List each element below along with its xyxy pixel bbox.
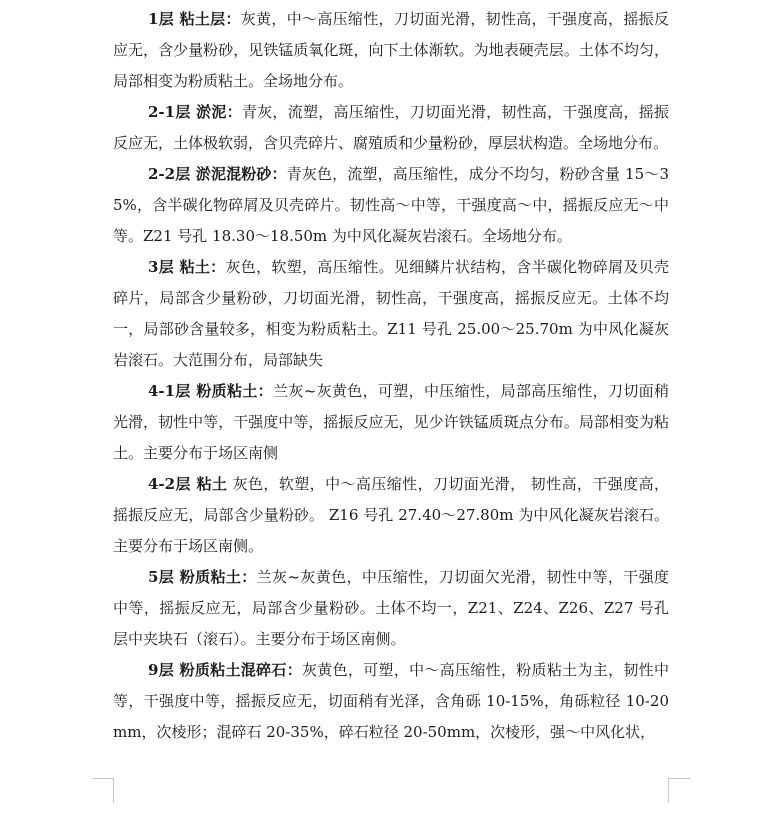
layer-heading: 3层 粘土： (148, 258, 226, 276)
paragraph-layer-2-1 (113, 97, 669, 159)
layer-heading: 4-1层 粉质粘土： (148, 382, 274, 400)
margin-corner-mark-left (92, 778, 114, 803)
paragraph-layer-2-2 (113, 159, 669, 252)
paragraph-layer-4-1 (113, 376, 669, 469)
layer-heading: 4-2层 粘土 (148, 475, 228, 493)
layer-description: 兰灰~灰黄色，可塑，中压缩性，局部高压缩性，刀切面稍光滑，韧性中等，干强度中等，摇振反应无，见少许铁锰质斑点分布。局部相变为粘土。主要分布于场区南侧 (113, 382, 669, 462)
layer-description: 灰色，软塑，中～高压缩性，刀切面光滑， 韧性高，干强度高，摇振反应无，局部含少量粉砂。 Z16 号孔 27.40～27.80m 为中风化凝灰岩滚石。主要分布于场区南侧。 (113, 475, 669, 555)
layer-heading: 9层 粉质粘土混碎石： (148, 661, 302, 679)
paragraph-layer-9 (113, 655, 669, 748)
layer-description: 兰灰~灰黄色，中压缩性，刀切面欠光滑，韧性中等，干强度中等，摇振反应无，局部含少量粉砂。土体不均一，Z21、Z24、Z26、Z27 号孔层中夹块石（滚石）。主要分布于场区南侧。 (113, 568, 669, 648)
layer-description: 灰黄色，可塑，中～高压缩性，粉质粘土为主，韧性中等，干强度中等，摇振反应无，切面稍有光泽，含角砾 10-15%，角砾粒径 10-20mm，次棱形；混碎石 20-35%，碎石粒径 20-50mm，次棱形，强～中风化状， (113, 661, 669, 741)
paragraph-layer-1 (113, 4, 669, 97)
margin-corner-mark-right (668, 778, 690, 803)
layer-description: 青灰，流塑，高压缩性，刀切面光滑，韧性高，干强度高，摇振反应无，土体极软弱，含贝壳碎片、腐殖质和少量粉砂，厚层状构造。全场地分布。 (113, 103, 669, 152)
paragraph-layer-4-2 (113, 469, 669, 562)
layer-heading: 2-1层 淤泥： (148, 103, 242, 121)
layer-description: 青灰色，流塑，高压缩性，成分不均匀，粉砂含量 15～35%，含半碳化物碎屑及贝壳碎片。韧性高～中等，干强度高～中，摇振反应无～中等。Z21 号孔 18.30～18.50m 为中风化凝灰岩滚石。全场地分布。 (113, 165, 669, 245)
layer-heading: 2-2层 淤泥混粉砂： (148, 165, 287, 183)
document-body (113, 4, 669, 748)
layer-heading: 5层 粉质粘土： (148, 568, 257, 586)
layer-description: 灰色，软塑，高压缩性。见细鳞片状结构，含半碳化物碎屑及贝壳碎片，局部含少量粉砂，刀切面光滑，韧性高，干强度高，摇振反应无。土体不均一，局部砂含量较多，相变为粉质粘土。Z11 号孔 25.00～25.70m 为中风化凝灰岩滚石。大范围分布，局部缺失 (113, 258, 669, 369)
paragraph-layer-5 (113, 562, 669, 655)
layer-description: 灰黄，中～高压缩性，刀切面光滑，韧性高，干强度高，摇振反应无，含少量粉砂，见铁锰质氧化斑，向下土体渐软。为地表硬壳层。土体不均匀，局部相变为粉质粘土。全场地分布。 (113, 10, 669, 90)
paragraph-layer-3 (113, 252, 669, 376)
layer-heading: 1层 粘土层： (148, 10, 241, 28)
